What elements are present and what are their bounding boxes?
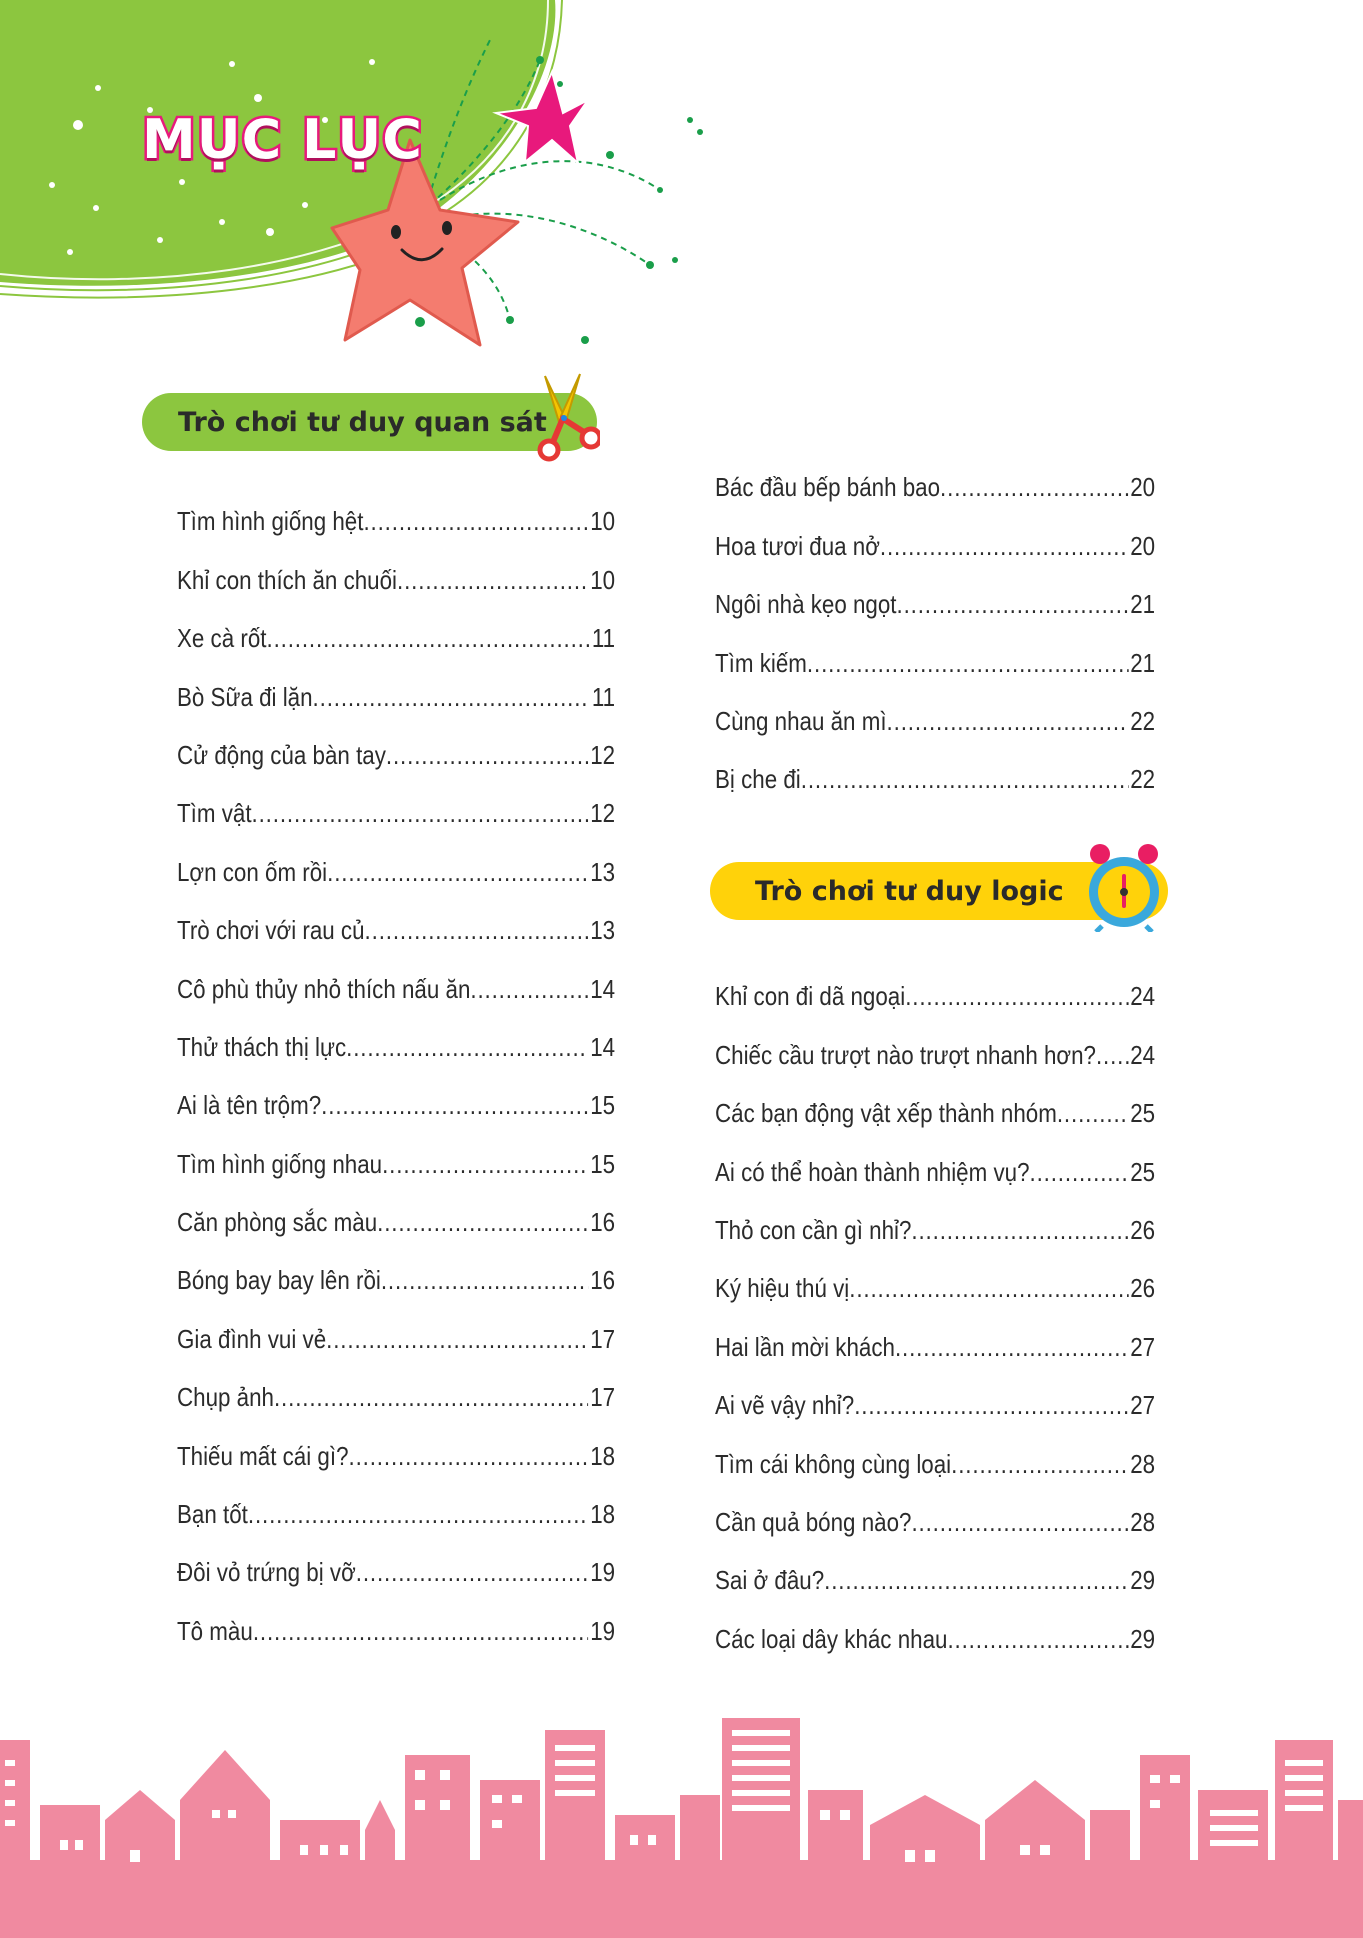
toc-entry[interactable]: Tìm hình giống nhau ..... 15 xyxy=(177,1122,615,1180)
toc-entry[interactable]: Bác đầu bếp bánh bao ..... 20 xyxy=(715,446,1155,504)
toc-entry[interactable]: Tìm vật ..... 12 xyxy=(177,772,615,830)
toc-entry[interactable]: Ai có thể hoàn thành nhiệm vụ? ..... 25 xyxy=(715,1130,1155,1188)
page-title: MỤC LỤC xyxy=(142,108,423,171)
toc-entry[interactable]: Ai vẽ vậy nhỉ? ..... 27 xyxy=(715,1364,1155,1422)
toc-list-observe-continued xyxy=(715,446,1155,796)
toc-entry[interactable]: Cùng nhau ăn mì ..... 22 xyxy=(715,680,1155,738)
pink-city-skyline xyxy=(0,1700,1363,1938)
toc-list-observe xyxy=(177,480,615,1648)
toc-entry[interactable]: Sai ở đâu? ..... 29 xyxy=(715,1539,1155,1597)
toc-entry[interactable]: Đôi vỏ trứng bị vỡ ..... 19 xyxy=(177,1531,615,1589)
section-heading-label: Trò chơi tư duy quan sát xyxy=(178,406,547,438)
toc-entry[interactable]: Chiếc cầu trượt nào trượt nhanh hơn? ..... 24 xyxy=(715,1013,1155,1071)
toc-entry[interactable]: Tìm cái không cùng loại ..... 28 xyxy=(715,1422,1155,1480)
toc-entry[interactable]: Tìm hình giống hệt ..... 10 xyxy=(177,480,615,538)
toc-entry[interactable]: Hai lần mời khách ..... 27 xyxy=(715,1305,1155,1363)
toc-entry[interactable]: Gia đình vui vẻ ..... 17 xyxy=(177,1297,615,1355)
toc-entry[interactable]: Cần quả bóng nào? ..... 28 xyxy=(715,1481,1155,1539)
header-decoration xyxy=(0,0,820,360)
toc-entry[interactable]: Hoa tươi đua nở ..... 20 xyxy=(715,504,1155,562)
scissors-icon xyxy=(525,372,600,464)
toc-entry[interactable]: Ký hiệu thú vị ..... 26 xyxy=(715,1247,1155,1305)
toc-entry[interactable]: Khỉ con thích ăn chuối ..... 10 xyxy=(177,538,615,596)
alarm-clock-icon xyxy=(1082,842,1168,932)
toc-entry[interactable]: Khỉ con đi dã ngoại ..... 24 xyxy=(715,955,1155,1013)
toc-entry[interactable]: Thiếu mất cái gì? ..... 18 xyxy=(177,1414,615,1472)
toc-entry[interactable]: Bóng bay bay lên rồi ..... 16 xyxy=(177,1239,615,1297)
toc-entry[interactable]: Bạn tốt ..... 18 xyxy=(177,1473,615,1531)
toc-entry[interactable]: Chụp ảnh ..... 17 xyxy=(177,1356,615,1414)
toc-entry[interactable]: Lợn con ốm rồi ..... 13 xyxy=(177,830,615,888)
toc-entry[interactable]: Thỏ con cần gì nhỉ? ..... 26 xyxy=(715,1189,1155,1247)
toc-entry[interactable]: Trò chơi với rau củ ..... 13 xyxy=(177,889,615,947)
toc-entry[interactable]: Bò Sữa đi lặn ..... 11 xyxy=(177,655,615,713)
toc-entry[interactable]: Cô phù thủy nhỏ thích nấu ăn ..... 14 xyxy=(177,947,615,1005)
toc-entry[interactable]: Tìm kiếm ..... 21 xyxy=(715,621,1155,679)
toc-entry[interactable]: Bị che đi ..... 22 xyxy=(715,738,1155,796)
toc-list-logic xyxy=(715,955,1155,1656)
toc-entry[interactable]: Thử thách thị lực ..... 14 xyxy=(177,1006,615,1064)
toc-entry[interactable]: Ngôi nhà kẹo ngọt ..... 21 xyxy=(715,563,1155,621)
toc-entry[interactable]: Tô màu ..... 19 xyxy=(177,1589,615,1647)
toc-entry[interactable]: Các bạn động vật xếp thành nhóm ..... 25 xyxy=(715,1072,1155,1130)
toc-entry[interactable]: Căn phòng sắc màu ..... 16 xyxy=(177,1181,615,1239)
toc-entry[interactable]: Các loại dây khác nhau ..... 29 xyxy=(715,1597,1155,1655)
toc-entry[interactable]: Ai là tên trộm? ..... 15 xyxy=(177,1064,615,1122)
toc-entry[interactable]: Cử động của bàn tay ..... 12 xyxy=(177,714,615,772)
section-heading-label: Trò chơi tư duy logic xyxy=(755,875,1064,907)
toc-entry[interactable]: Xe cà rốt ..... 11 xyxy=(177,597,615,655)
